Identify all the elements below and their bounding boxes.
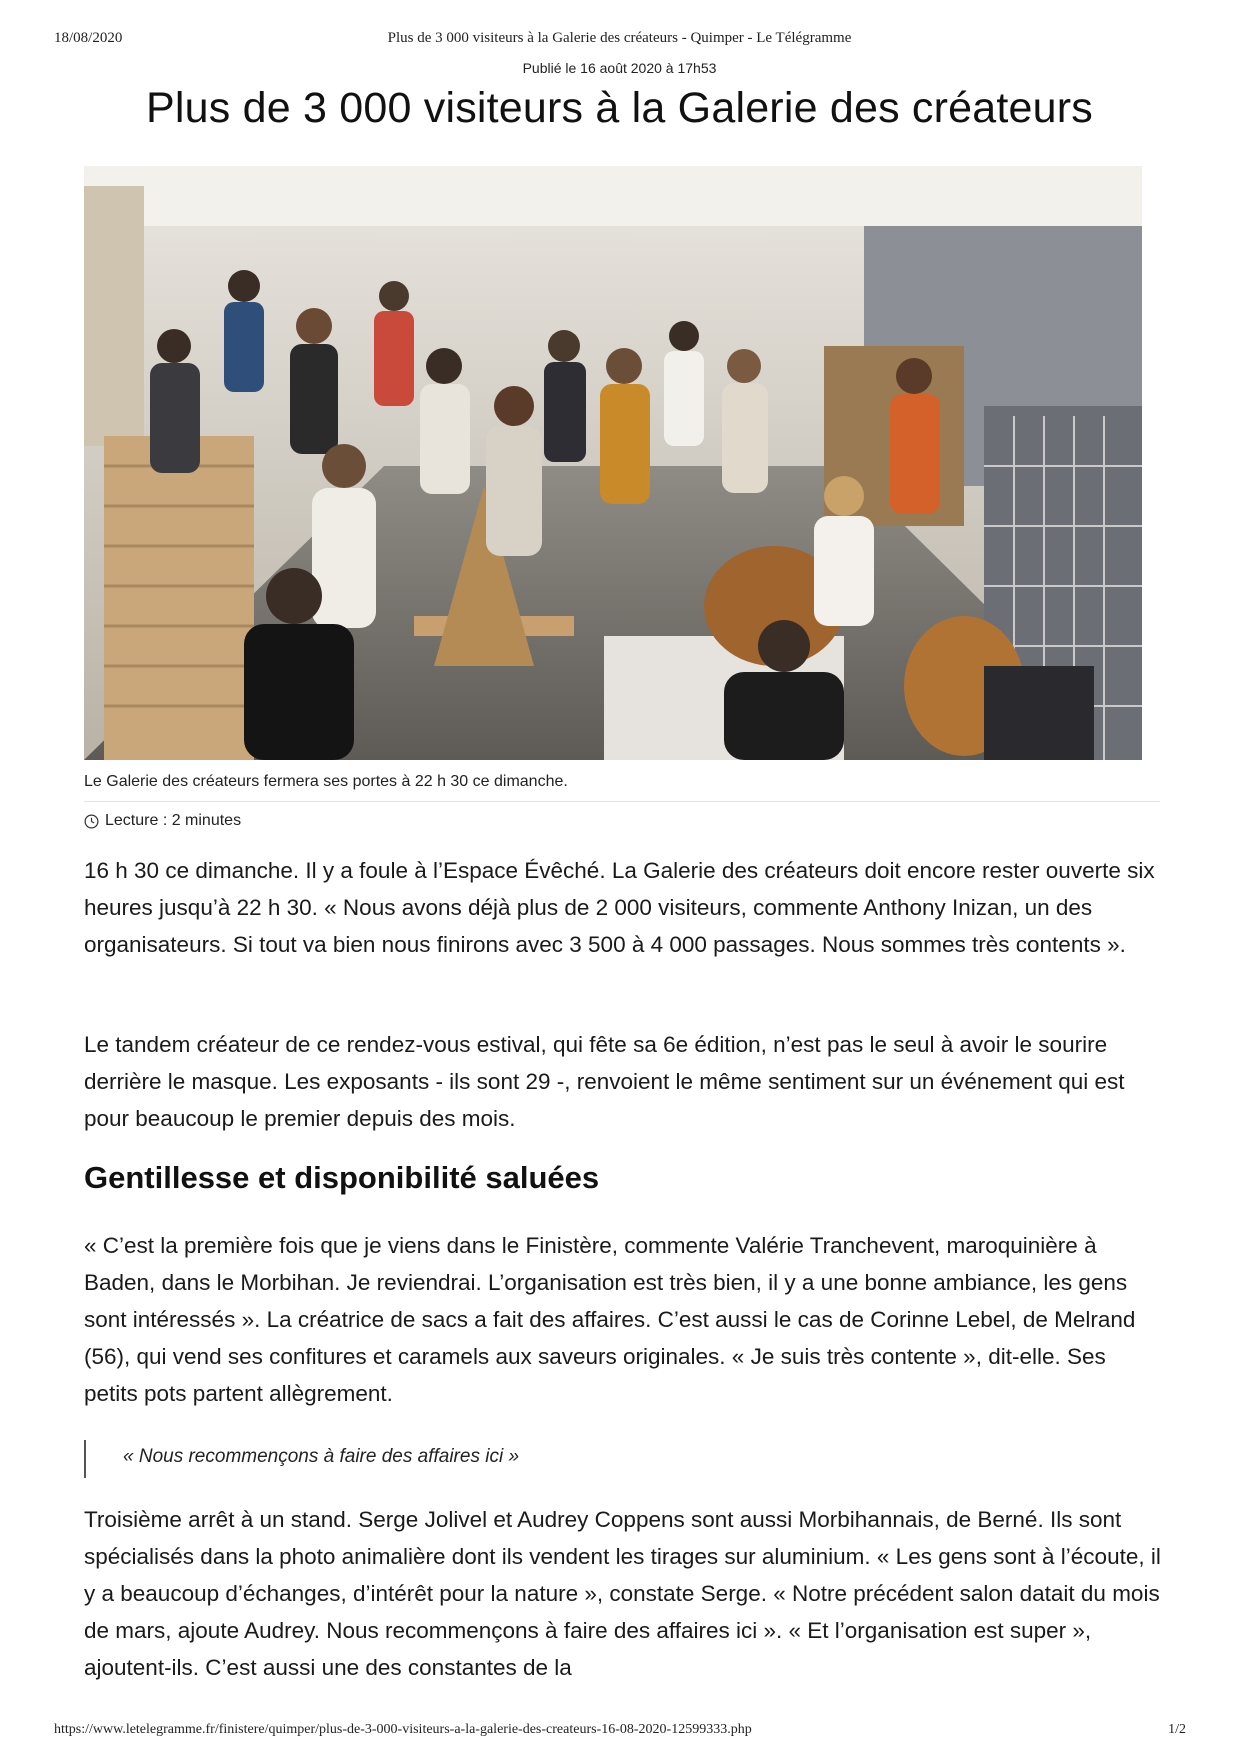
article-photo — [84, 166, 1142, 760]
caption-divider — [84, 801, 1160, 802]
reading-time — [84, 812, 241, 830]
pull-quote-bar — [84, 1440, 86, 1478]
article-title: Plus de 3 000 visiteurs à la Galerie des créateurs — [146, 84, 1093, 132]
print-header-title: Plus de 3 000 visiteurs à la Galerie des créateurs - Quimper - Le Télégramme — [387, 30, 852, 46]
article-paragraph-1: 16 h 30 ce dimanche. Il y a foule à l’Espace Évêché. La Galerie des créateurs doit encore rester ouverte six heures jusqu’à 22 h 30. « Nous avons déjà plus de 2 000 visiteurs, commente Anthony Inizan, un des organisateurs. Si tout va bien nous finirons avec 3 500 à 4 000 passages. Nous sommes très contents ». — [84, 858, 1155, 957]
clock-icon — [84, 814, 99, 829]
pull-quote: « Nous recommençons à faire des affaires ici » — [123, 1446, 520, 1467]
photo-caption: Le Galerie des créateurs fermera ses portes à 22 h 30 ce dimanche. — [84, 773, 568, 790]
published-date: Publié le 16 août 2020 à 17h53 — [522, 60, 717, 76]
print-footer-page: 1/2 — [1168, 1722, 1186, 1737]
crowd-photo-illustration — [84, 166, 1142, 760]
print-header-date: 18/08/2020 — [54, 30, 123, 46]
reading-time-label: Lecture : 2 minutes — [105, 812, 242, 829]
article-paragraph-3: « C’est la première fois que je viens dans le Finistère, commente Valérie Tranchevent, maroquinière à Baden, dans le Morbihan. Je reviendrai. L’organisation est très bien, il y a une bonne ambiance, les gens sont intéressés ». La créatrice de sacs a fait des affaires. C’est aussi le cas de Corinne Lebel, de Melrand (56), qui vend ses confitures et caramels aux saveurs originales. « Je suis très contente », dit-elle. Ses petits pots partent allègrement. — [84, 1233, 1136, 1406]
article-subheading: Gentillesse et disponibilité saluées — [84, 1160, 600, 1195]
print-footer-url: https://www.letelegramme.fr/finistere/quimper/plus-de-3-000-visiteurs-a-la-galerie-des-createurs-16-08-2020-12599333.php — [54, 1722, 752, 1737]
article-paragraph-2: Le tandem créateur de ce rendez-vous estival, qui fête sa 6e édition, n’est pas le seul à avoir le sourire derrière le masque. Les exposants - ils sont 29 -, renvoient le même sentiment sur un événement qui est pour beaucoup le premier depuis des mois. — [84, 1032, 1125, 1131]
article-paragraph-4: Troisième arrêt à un stand. Serge Jolivel et Audrey Coppens sont aussi Morbihannais, de Berné. Ils sont spécialisés dans la photo animalière dont ils vendent les tirages sur aluminium. « Les gens sont à l’écoute, il y a beaucoup d’échanges, d’intérêt pour la nature », constate Serge. « Notre précédent salon datait du mois de mars, ajoute Audrey. Nous recommençons à faire des affaires ici ». « Et l’organisation est super », ajoutent-ils. C’est aussi une des constantes de la — [84, 1507, 1161, 1680]
